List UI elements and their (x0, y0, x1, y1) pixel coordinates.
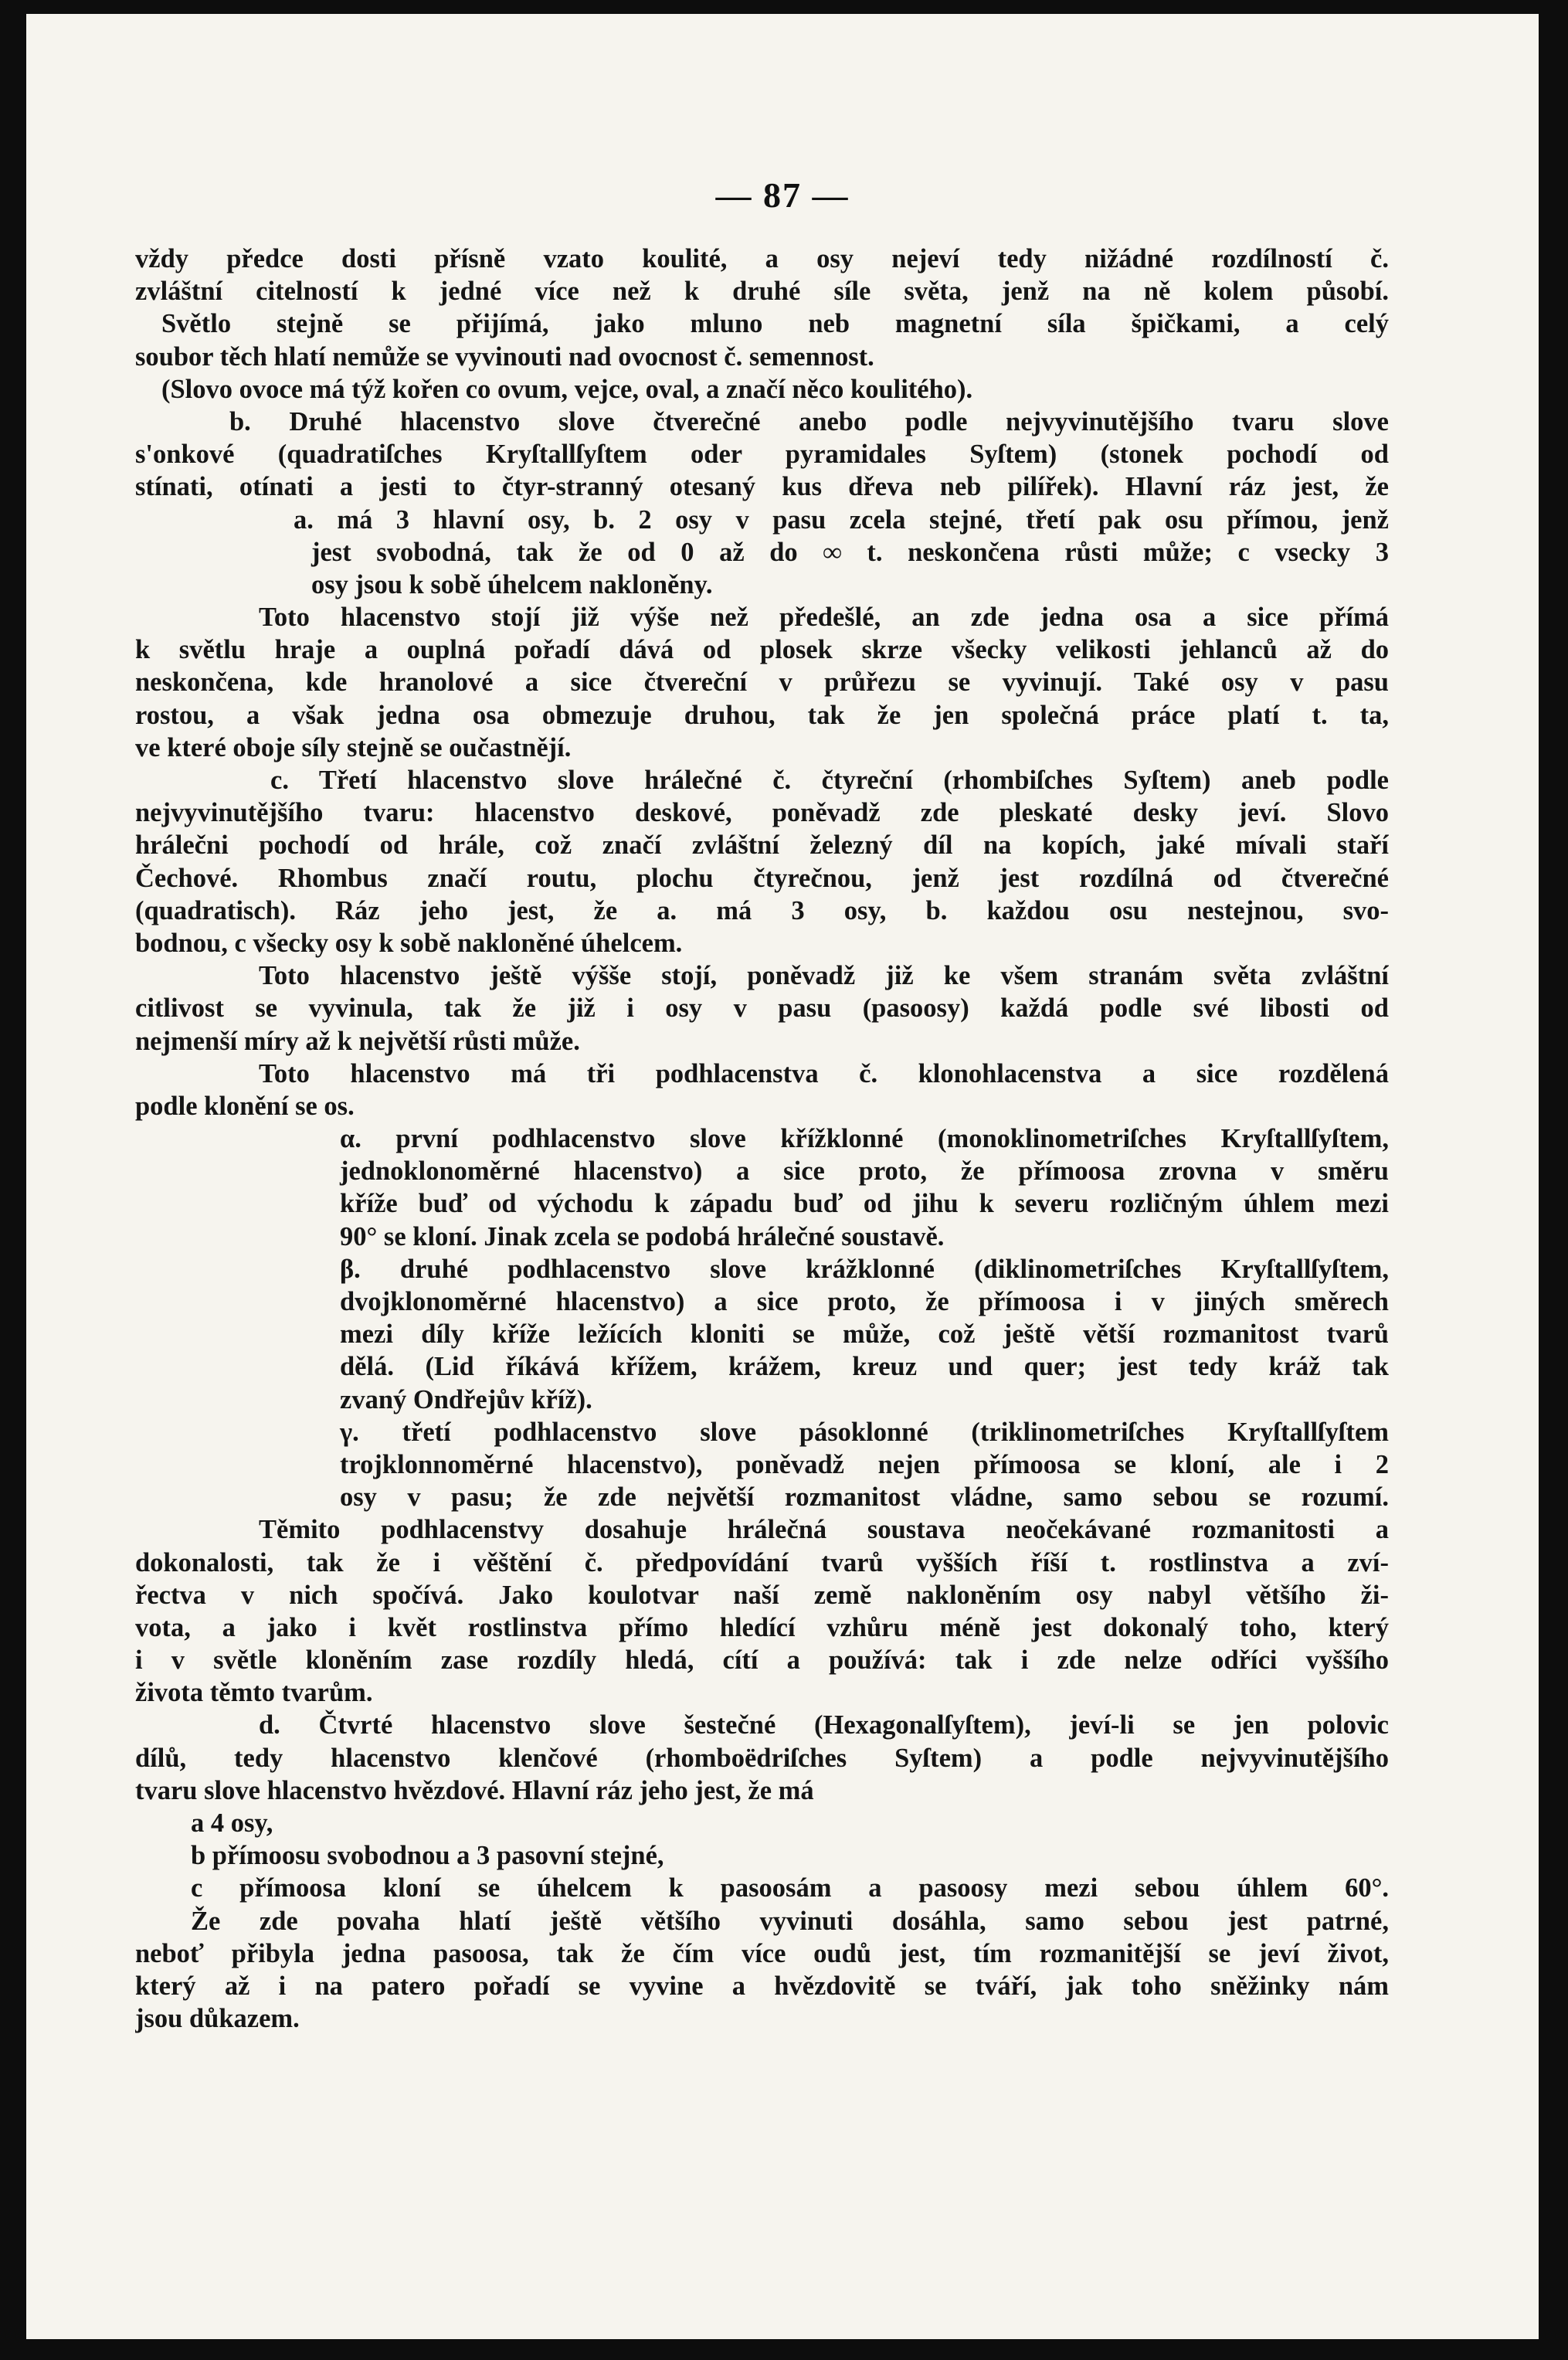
body-text (135, 243, 1389, 2035)
text-line: jednoklonoměrné hlacenstvo) a sice proto, že přímoosa zrovna v směru (340, 1156, 1389, 1187)
text-line: neskončena, kde hranolové a sice čtvereční v průřezu se vyvinují. Také osy v pasu (135, 667, 1389, 698)
text-line: který až i na patero pořadí se vyvine a hvězdovitě se tváří, jak toho sněžinky nám (135, 1971, 1389, 2001)
text-line: hrálečni pochodí od hrále, což značí zvláštní železný díl na kopích, jaké mívali staří (135, 830, 1389, 861)
text-line: života těmto tvarům. (135, 1678, 373, 1708)
text-line: dvojklonoměrné hlacenstvo) a sice proto, že přímoosa i v jiných směrech (340, 1287, 1389, 1316)
text-line: a. má 3 hlavní osy, b. 2 osy v pasu zcela stejné, třetí pak osu přímou, jenž (294, 504, 1389, 535)
text-line: Světlo stejně se přijímá, jako mluno neb magnetní síla špičkami, a celý (161, 309, 1389, 339)
text-line: tvaru slove hlacenstvo hvězdové. Hlavní ráz jeho jest, že má (135, 1775, 814, 1805)
text-line: trojklonnoměrné hlacenstvo), poněvadž nejen přímoosa se kloní, ale i 2 (340, 1449, 1389, 1479)
text-line: Těmito podhlacenstvy dosahuje hrálečná soustava neočekávané rozmanitosti a (259, 1515, 1389, 1545)
text-line: podle klonění se os. (135, 1091, 355, 1121)
text-line: jest svobodná, tak že od 0 až do ∞ t. neskončena růsti může; c vsecky 3 (311, 537, 1389, 567)
text-line: β. druhé podhlacenstvo slove krážklonné (diklinometriſches Kryſtallſyſtem, (340, 1254, 1389, 1284)
text-line: d. Čtvrté hlacenstvo slove šestečné (Hexagonalſyſtem), jeví-li se jen polovic (259, 1710, 1389, 1740)
text-line: jsou důkazem. (135, 2004, 300, 2034)
text-line: osy v pasu; že zde největší rozmanitost vládne, samo sebou se rozumí. (340, 1482, 1389, 1513)
text-line: osy jsou k sobě úhelcem nakloněny. (311, 569, 713, 599)
text-line: Toto hlacenstvo stojí již výše než předešlé, an zde jedna osa a sice přímá (259, 603, 1389, 633)
text-line: kříže buď od východu k západu buď od jihu k severu rozličným úhlem mezi (340, 1189, 1389, 1219)
page-number: — 87 — (715, 175, 850, 215)
text-line: bodnou, c všecky osy k sobě nakloněné úhelcem. (135, 928, 683, 958)
text-line: 90° se kloní. Jinak zcela se podobá hrálečné soustavě. (340, 1221, 945, 1251)
text-line: stínati, otínati a jesti to čtyr-stranný otesaný kus dřeva neb pilířek). Hlavní ráz jest, že (135, 472, 1389, 502)
text-line: a 4 osy, (191, 1808, 273, 1838)
text-line: k světlu hraje a ouplná pořadí dává od plosek skrze všecky velikosti jehlanců až do (135, 635, 1389, 665)
text-line: dokonalosti, tak že i věštění č. předpovídání tvarů vyšších říší t. rostlinstva a zví- (135, 1547, 1389, 1577)
text-line: zvláštní citelností k jedné více než k druhé síle světa, jenž na ně kolem působí. (135, 277, 1389, 307)
text-line: vždy předce dosti přísně vzato koulité, a osy nejeví tedy nižádné rozdílností č. (135, 244, 1389, 273)
text-line: nejvyvinutějšího tvaru: hlacenstvo deskové, poněvadž zde pleskaté desky jeví. Slovo (135, 798, 1389, 828)
text-line: ve které oboje síly stejně se oučastnějí. (135, 732, 572, 762)
text-line: s'onkové (quadratiſches Kryſtallſyſtem oder pyramidales Syſtem) (stonek pochodí od (135, 440, 1389, 470)
text-line: γ. třetí podhlacenstvo slove pásoklonné (triklinometriſches Kryſtallſyſtem (340, 1417, 1389, 1447)
text-line: dílů, tedy hlacenstvo klenčové (rhomboëdriſches Syſtem) a podle nejvyvinutějšího (135, 1743, 1389, 1773)
text-line: Toto hlacenstvo ještě výšše stojí, poněvadž již ke všem stranám světa zvláštní (259, 961, 1389, 991)
document-page (26, 14, 1539, 2339)
text-line: mezi díly kříže ležících kloniti se může, což ještě větší rozmanitost tvarů (340, 1319, 1389, 1350)
text-line: c přímoosa kloní se úhelcem k pasoosám a pasoosy mezi sebou úhlem 60°. (191, 1873, 1389, 1903)
text-line: (Slovo ovoce má týž kořen co ovum, vejce, oval, a značí něco koulitého). (161, 374, 973, 404)
text-line: zvaný Ondřejův kříž). (340, 1384, 592, 1414)
text-line: dělá. (Lid říkává křížem, krážem, kreuz und quer; jest tedy kráž tak (340, 1352, 1389, 1382)
text-line: nejmenší míry až k největší růsti může. (135, 1026, 580, 1056)
text-line: i v světle kloněním zase rozdíly hledá, cítí a používá: tak i zde nelze odříci vyššího (135, 1645, 1389, 1676)
text-line: (quadratisch). Ráz jeho jest, že a. má 3 osy, b. každou osu nestejnou, svo- (135, 895, 1389, 925)
text-line: rostou, a však jedna osa obmezuje druhou, tak že jen společná práce platí t. ta, (135, 700, 1389, 730)
text-line: Toto hlacenstvo má tři podhlacenstva č. klonohlacenstva a sice rozdělená (259, 1058, 1389, 1088)
text-line: b přímoosu svobodnou a 3 pasovní stejné, (191, 1841, 664, 1871)
text-line: Že zde povaha hlatí ještě většího vyvinuti dosáhla, samo sebou jest patrné, (191, 1906, 1389, 1936)
text-line: soubor těch hlatí nemůže se vyvinouti nad ovocnost č. semennost. (135, 341, 874, 372)
text-line: řectva v nich spočívá. Jako koulotvar naší země nakloněním osy nabyl většího ži- (135, 1580, 1389, 1610)
text-line: vota, a jako i květ rostlinstva přímo hledící vzhůru méně jest dokonalý toho, který (135, 1612, 1389, 1642)
text-line: neboť přibyla jedna pasoosa, tak že čím více oudů jest, tím rozmanitější se jeví život, (135, 1938, 1389, 1968)
text-line: c. Třetí hlacenstvo slove hrálečné č. čtyreční (rhombiſches Syſtem) aneb podle (270, 766, 1389, 795)
text-line: citlivost se vyvinula, tak že již i osy v pasu (pasoosy) každá podle své libosti od (135, 993, 1389, 1024)
text-line: Čechové. Rhombus značí routu, plochu čtyrečnou, jenž jest rozdílná od čtverečné (135, 863, 1389, 893)
text-line: α. první podhlacenstvo slove křížklonné (monoklinometriſches Kryſtallſyſtem, (340, 1124, 1389, 1154)
text-line: b. Druhé hlacenstvo slove čtverečné anebo podle nejvyvinutějšího tvaru slove (229, 406, 1389, 436)
